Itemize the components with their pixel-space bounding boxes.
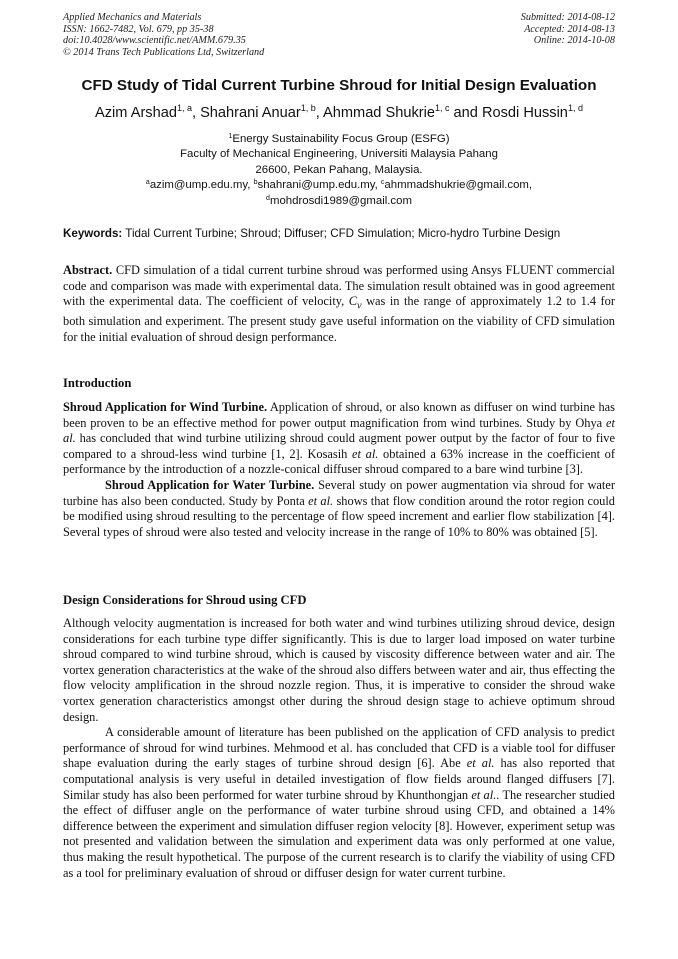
section-heading-design: Design Considerations for Shroud using CFD [63, 593, 307, 607]
affiliation-block [30, 132, 648, 209]
journal-doi: doi:10.4028/www.scientific.net/AMM.679.35 [63, 35, 246, 47]
keywords [63, 226, 615, 241]
design-body [63, 616, 615, 881]
keywords-text: Tidal Current Turbine; Shroud; Diffuser; CFD Simulation; Micro-hydro Turbine Design [122, 227, 561, 240]
keywords-label: Keywords: [63, 227, 123, 240]
online-date: Online: 2014-10-08 [533, 35, 615, 47]
email-line: $^d$mohdrosdi1989@gmail.com [266, 194, 412, 207]
author-separator: , [315, 105, 324, 121]
author-affil-mark: 1, a [176, 103, 192, 113]
journal-header-right [521, 12, 615, 47]
paper-title: CFD Study of Tidal Current Turbine Shroud for Initial Design Evaluation [81, 77, 597, 94]
author-affil-mark: 1, b [300, 103, 316, 113]
author-affil-mark: 1, d [567, 103, 583, 113]
accepted-date: Accepted: 2014-08-13 [524, 23, 615, 35]
author-name: Rosdi Hussin [481, 105, 568, 121]
email-address: shahrani@ump.edu.my, [257, 179, 381, 192]
email-address: azim@ump.edu.my, [149, 179, 254, 192]
author-list [20, 103, 658, 123]
journal-name: Applied Mechanics and Materials [63, 12, 202, 23]
affil-mark: 1 [228, 133, 233, 140]
introduction-body [63, 400, 615, 540]
journal-header-left [63, 12, 264, 58]
paragraph: A considerable amount of literature has been published on the application of CFD analysis to predict performance of shroud for wind turbines. Mehmood et al. has concluded that CFD is a viable tool for diffuser shape evaluation during the early stages of turbine shroud design [6]. Abe et al. has also reported that computational analysis is very useful in detailed investigation of flow fields around flanged diffusers [7]. Similar study has also been performed for water turbine shroud by Khunthongjan et al.. The researcher studied the effect of diffuser angle on the performance of water turbine shroud using CFD, and obtained a 14% difference between the experiment and simulation diffuser region velocity [8]. However, experiment setup was not presented and validation between the simulation and experiment data was only performed at one value, thus making the result hypothetical. The purpose of the current research is to clarify the viability of using CFD as a tool for preliminary evaluation of shroud or diffuser design for water current turbine. [63, 725, 615, 880]
affiliation-line: $^1$Energy Sustainability Focus Group (ESFG) [228, 133, 450, 145]
abstract: Abstract. CFD simulation of a tidal current turbine shroud was performed using Ansys FLUENT commercial code and comparison was made with experimental data. The simulation result obtained was in good agreement with the experimental data. The coefficient of velocity, $C_v$ was in the range of approximately 1.2 to 1.4 for both simulation and experiment. The present study gave useful information on the viability of CFD simulation for the initial evaluation of shroud design performance. [63, 263, 615, 344]
section-heading-introduction: Introduction [63, 376, 132, 390]
email-address: ahmmadshukrie@gmail.com, [384, 179, 533, 192]
submitted-date: Submitted: 2014-08-12 [520, 12, 615, 23]
author-name: Azim Arshad [95, 105, 177, 121]
journal-copyright: © 2014 Trans Tech Publications Ltd, Switzerland [63, 46, 265, 58]
author-separator: and [449, 105, 482, 121]
affiliation-line: 26600, Pekan Pahang, Malaysia. [255, 163, 423, 176]
author-affil-mark: 1, c [434, 103, 450, 113]
email-address: mohdrosdi1989@gmail.com [269, 194, 412, 207]
journal-issn: ISSN: 1662-7482, Vol. 679, pp 35-38 [63, 23, 214, 35]
affiliation-line: Faculty of Mechanical Engineering, Universiti Malaysia Pahang [180, 148, 498, 161]
email-line: $^a$azim@ump.edu.my, $^b$shahrani@ump.edu.my, $^c$ahmmadshukrie@gmail.com, [145, 179, 533, 192]
abstract-label: Abstract. [63, 263, 113, 277]
author-separator: , [191, 105, 201, 121]
author-name: Shahrani Anuar [200, 105, 301, 121]
paragraph: Although velocity augmentation is increased for both water and wind turbines utilizing shroud device, design considerations for each turbine type differ significantly. This is due to larger load imposed on water turbine shroud compared to wind turbine shroud, which is caused by viscosity difference between water and air. The vortex generation characteristics at the wake of the shroud also differs between water and air, thus effecting the flow velocity amplification in the shroud nozzle region. Thus, it is imperative to consider the shroud wake vortex generation characteristics amongst other during the shroud design stage to achieve optimum shroud design. [63, 616, 615, 724]
paragraph: Shroud Application for Water Turbine. Several study on power augmentation via shroud for water turbine has also been conducted. Study by Ponta et al. shows that flow condition around the rotor region could be modified using shroud resulting to the percentage of flow speed increment and earlier flow stabilization [4]. Several types of shroud were also tested and velocity increase in the range of 10% to 80% was obtained [5]. [63, 477, 616, 539]
author-name: Ahmmad Shukrie [323, 105, 435, 121]
paragraph: Shroud Application for Wind Turbine. Application of shroud, or also known as diffuser on wind turbine has been proven to be an effective method for power output magnification from wind turbines. Study by Ohya et al. has concluded that wind turbine utilizing shroud could augment power output by the factor of four to five compared to a shroud-less wind turbine [1, 2]. Kosasih et al. obtained a 63% increase in the coefficient of performance by the introduction of a nozzle-conical diffuser shroud compared to a bare wind turbine [3]. [63, 400, 615, 477]
